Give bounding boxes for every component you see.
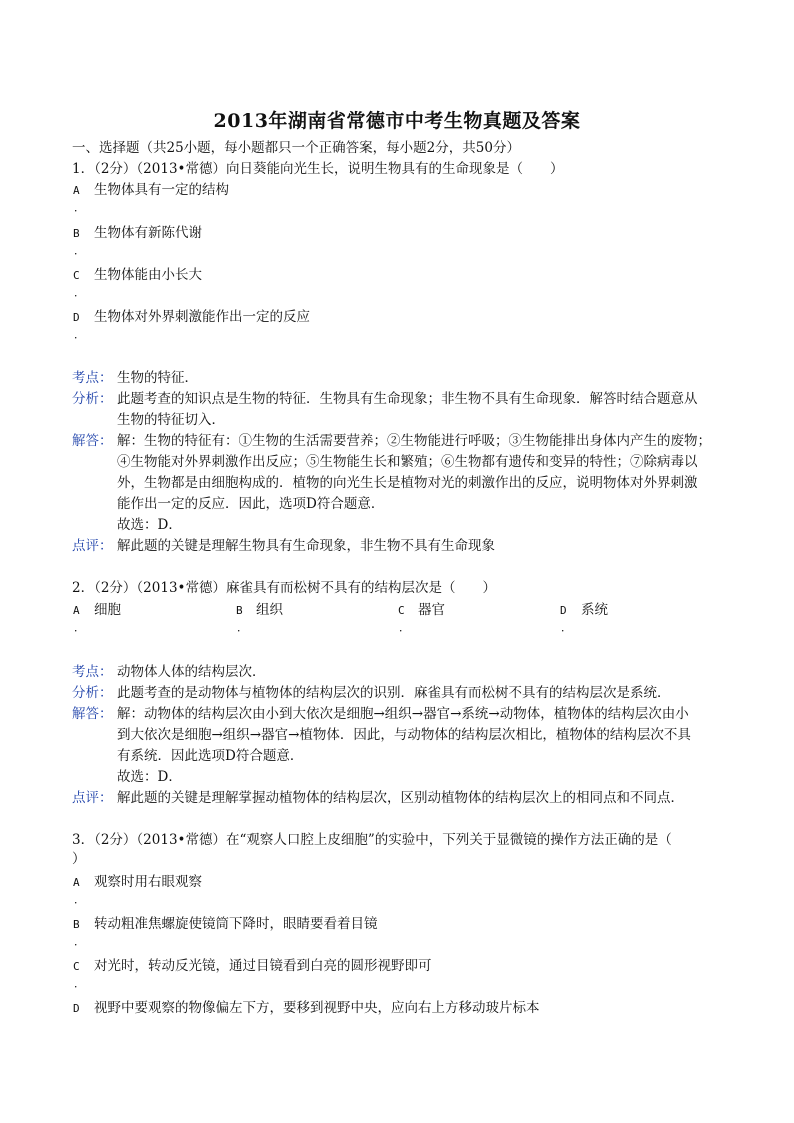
page-title: 2013年湖南省常德市中考生物真题及答案 [213,110,581,132]
q3-option-c-dot: ． [74,977,85,990]
q1-answer: 故选：D． [117,517,182,533]
q1-option-a-letter: A [73,184,80,197]
q2-option-a-dot: ． [74,621,85,634]
q1-option-c-letter: C [73,269,80,282]
q2-option-c-text: 器官 [418,602,445,618]
q3-option-a-text: 观察时用右眼观察 [94,874,202,890]
q3-option-b-letter: B [73,918,80,931]
q1-option-b-letter: B [73,227,80,240]
q1-option-b-text: 生物体有新陈代谢 [94,225,202,241]
q1-kaodian-label: 考点： [72,370,113,386]
q2-dianping-label: 点评： [72,790,113,806]
q1-option-d-letter: D [73,311,80,324]
q1-option-c-text: 生物体能由小长大 [94,267,202,283]
q2-jieda-label: 解答： [72,706,113,722]
q2-jieda-line-1: 解：动物体的结构层次由小到大依次是细胞→组织→器官→系统→动物体，植物体的结构层次由小 [117,706,689,722]
q2-option-a-text: 细胞 [94,602,121,618]
q2-jieda-line-2: 到大依次是细胞→组织→器官→植物体．因此，与动物体的结构层次相比，植物体的结构层次不具 [117,727,691,743]
question-3-stem-line-2: ） [72,851,86,867]
q3-option-d-letter: D [73,1002,80,1015]
q2-kaodian-text: 动物体人体的结构层次． [117,664,266,680]
q2-option-b-letter: B [236,604,243,617]
q1-option-d-text: 生物体对外界刺激能作出一定的反应 [94,309,310,325]
q3-option-a-letter: A [73,876,80,889]
q2-option-d-text: 系统 [581,602,608,618]
q1-fenxi-line-2: 生物的特征切入． [117,412,225,428]
question-3-stem-line-1: 3．（2分）（2013•常德）在“观察人口腔上皮细胞”的实验中，下列关于显微镜的操作方法正确的是（ [72,832,672,848]
q2-option-b-dot: ． [237,621,248,634]
q1-dianping-label: 点评： [72,538,113,554]
q1-jieda-line-1: 解：生物的特征有：①生物的生活需要营养；②生物能进行呼吸；③生物能排出身体内产生的废物； [117,433,711,449]
q3-option-b-dot: ． [74,935,85,948]
q2-dianping-text: 解此题的关键是理解掌握动植物体的结构层次，区别动植物体的结构层次上的相同点和不同点． [117,790,684,806]
q3-option-c-letter: C [73,960,80,973]
q2-option-d-letter: D [560,604,567,617]
q2-option-b-text: 组织 [256,602,283,618]
question-2-stem: 2．（2分）（2013•常德）麻雀具有而松树不具有的结构层次是（ ） [72,580,496,596]
section-heading: 一、选择题（共25小题，每小题都只一个正确答案，每小题2分，共50分） [72,140,520,156]
q1-jieda-line-4: 能作出一定的反应．因此，选项D符合题意． [117,496,385,512]
q3-option-d-text: 视野中要观察的物像偏左下方，要移到视野中央，应向右上方移动玻片标本 [94,1000,540,1016]
q1-option-a-dot: ． [74,201,85,214]
q2-answer: 故选：D． [117,769,182,785]
q3-option-a-dot: ． [74,893,85,906]
q1-fenxi-line-1: 此题考查的知识点是生物的特征．生物具有生命现象；非生物不具有生命现象．解答时结合题意从 [117,391,698,407]
q2-option-c-letter: C [398,604,405,617]
q1-option-d-dot: ． [74,328,85,341]
q1-option-b-dot: ． [74,244,85,257]
q1-fenxi-label: 分析： [72,391,113,407]
q2-option-d-dot: ． [561,621,572,634]
q3-option-c-text: 对光时，转动反光镜，通过目镜看到白亮的圆形视野即可 [94,958,432,974]
q1-option-c-dot: ． [74,286,85,299]
q1-option-a-text: 生物体具有一定的结构 [94,182,229,198]
q3-option-b-text: 转动粗准焦螺旋使镜筒下降时，眼睛要看着目镜 [94,916,378,932]
q2-fenxi-line-1: 此题考查的是动物体与植物体的结构层次的识别．麻雀具有而松树不具有的结构层次是系统． [117,685,671,701]
q1-jieda-line-2: ④生物能对外界刺激作出反应；⑤生物能生长和繁殖；⑥生物都有遗传和变异的特性；⑦除病毒以 [117,454,698,470]
q1-dianping-text: 解此题的关键是理解生物具有生命现象，非生物不具有生命现象 [117,538,495,554]
q1-jieda-line-3: 外，生物都是由细胞构成的．植物的向光生长是植物对光的刺激作出的反应，说明物体对外界刺激 [117,475,698,491]
q2-kaodian-label: 考点： [72,664,113,680]
q1-jieda-label: 解答： [72,433,113,449]
q2-fenxi-label: 分析： [72,685,113,701]
q2-jieda-line-3: 有系统．因此选项D符合题意． [117,748,304,764]
question-1-stem: 1．（2分）（2013•常德）向日葵能向光生长，说明生物具有的生命现象是（ ） [72,161,564,177]
q2-option-a-letter: A [73,604,80,617]
q1-kaodian-text: 生物的特征． [117,370,198,386]
q2-option-c-dot: ． [399,621,410,634]
